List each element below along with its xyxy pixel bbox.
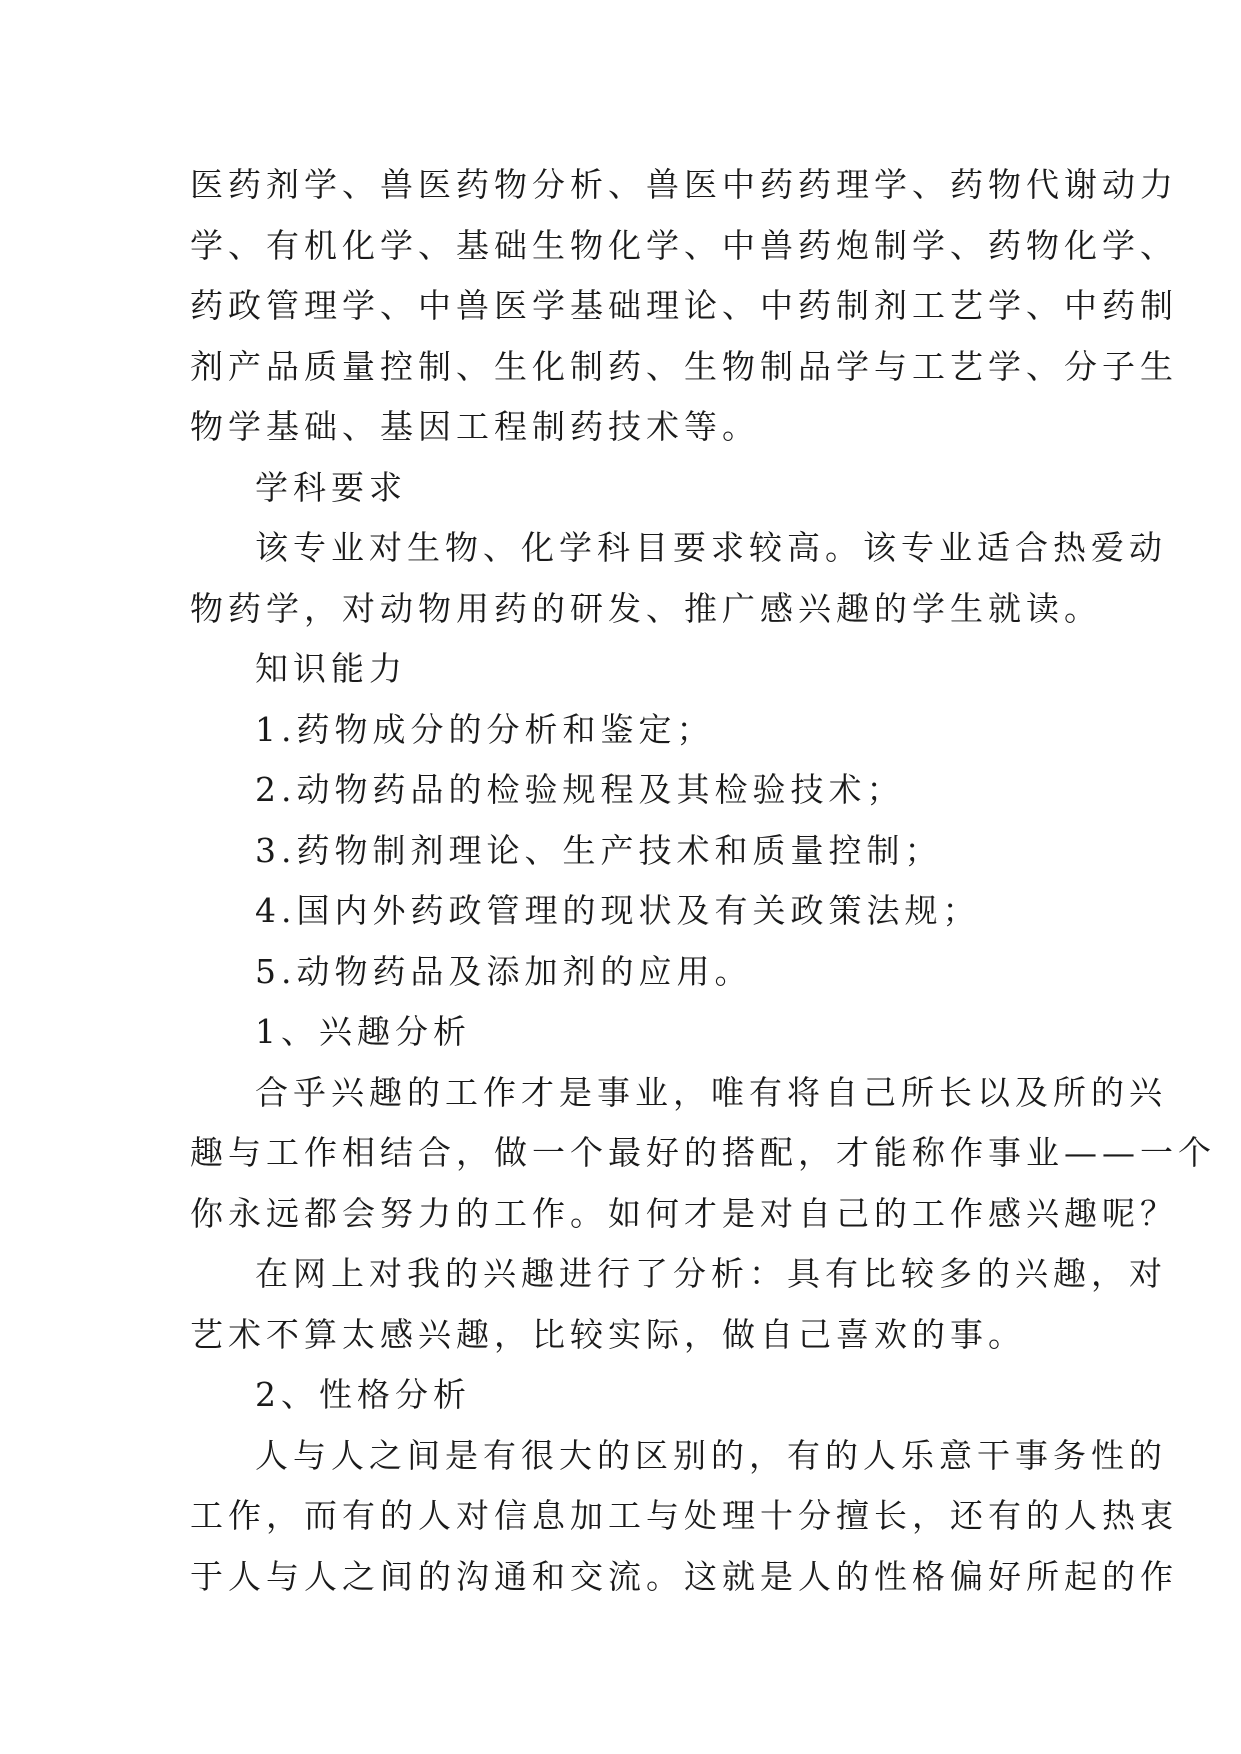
text-line: 该专业对生物、化学科目要求较高。该专业适合热爱动: [255, 528, 1167, 567]
list-item: 3.药物制剂理论、生产技术和质量控制；: [255, 830, 943, 870]
text-line: 工作，而有的人对信息加工与处理十分擅长，还有的人热衷: [190, 1496, 1178, 1535]
list-item: 1.药物成分的分析和鉴定；: [255, 709, 715, 749]
text-line: 艺术不算太感兴趣，比较实际，做自己喜欢的事。: [190, 1314, 1026, 1354]
text-line: 在网上对我的兴趣进行了分析：具有比较多的兴趣，对: [255, 1254, 1167, 1293]
list-item: 5.动物药品及添加剂的应用。: [255, 951, 753, 991]
text-line: 你永远都会努力的工作。如何才是对自己的工作感兴趣呢？: [190, 1193, 1178, 1233]
section-heading: 知识能力: [255, 649, 407, 688]
list-item: 2.动物药品的检验规程及其检验技术；: [255, 770, 905, 809]
section-heading: 学科要求: [255, 467, 407, 507]
text-line: 于人与人之间的沟通和交流。这就是人的性格偏好所起的作: [190, 1556, 1178, 1596]
text-line: 剂产品质量控制、生化制药、生物制品学与工艺学、分子生: [190, 346, 1178, 386]
section-heading: 1、兴趣分析: [255, 1012, 471, 1051]
text-line: 学、有机化学、基础生物化学、中兽药炮制学、药物化学、: [190, 225, 1178, 265]
text-line: 趣与工作相结合，做一个最好的搭配，才能称作事业——一个: [190, 1133, 1216, 1172]
text-line: 合乎兴趣的工作才是事业，唯有将自己所长以及所的兴: [255, 1072, 1167, 1112]
section-heading: 2、性格分析: [255, 1375, 471, 1414]
document-body: [0, 155, 1241, 1607]
text-line: 物药学，对动物用药的研发、推广感兴趣的学生就读。: [190, 588, 1102, 628]
list-item: 4.国内外药政管理的现状及有关政策法规；: [255, 891, 981, 930]
text-line: 药政管理学、中兽医学基础理论、中药制剂工艺学、中药制: [190, 286, 1178, 325]
text-line: 物学基础、基因工程制药技术等。: [190, 407, 760, 446]
text-line: 人与人之间是有很大的区别的，有的人乐意干事务性的: [255, 1435, 1167, 1475]
text-line: 医药剂学、兽医药物分析、兽医中药药理学、药物代谢动力: [190, 165, 1178, 204]
